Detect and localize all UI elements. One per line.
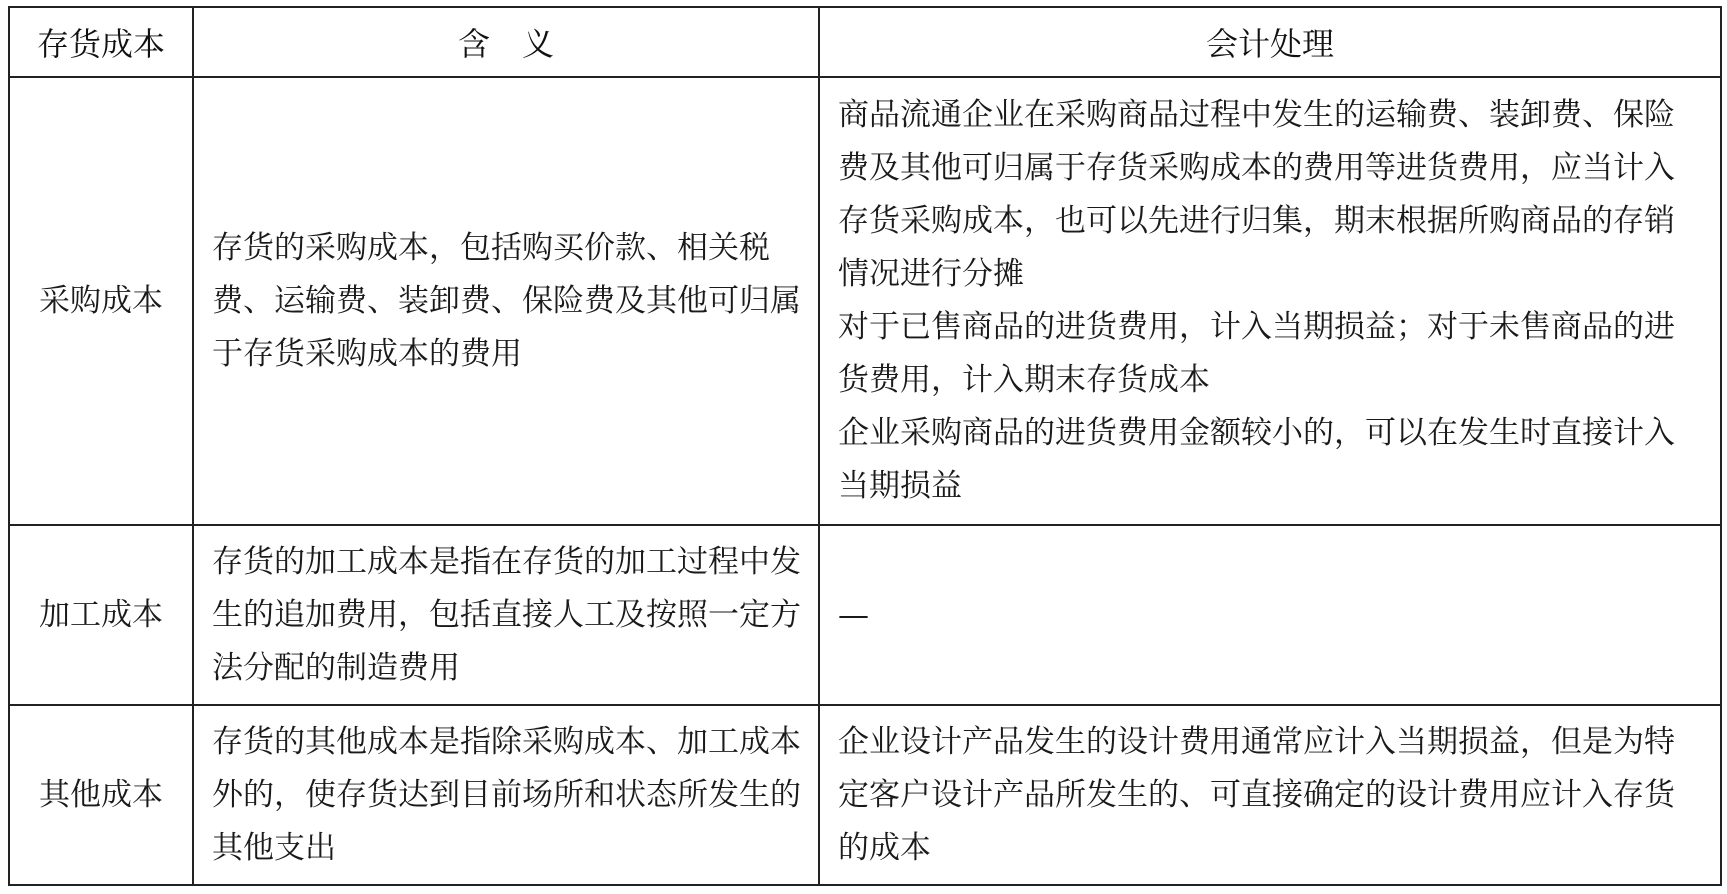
header-meaning: 含 义 bbox=[193, 7, 819, 77]
treatment-paragraph: 企业设计产品发生的设计费用通常应计入当期损益，但是为特定客户设计产品所发生的、可直接确定的设计费用应计入存货的成本 bbox=[838, 723, 1675, 866]
treatment-paragraph: — bbox=[838, 596, 869, 633]
row-category: 加工成本 bbox=[9, 525, 193, 705]
row-treatment bbox=[819, 705, 1721, 885]
header-row bbox=[9, 7, 1721, 77]
row-category: 其他成本 bbox=[9, 705, 193, 885]
treatment-paragraph: 商品流通企业在采购商品过程中发生的运输费、装卸费、保险费及其他可归属于存货采购成本的费用等进货费用，应当计入存货采购成本，也可以先进行归集，期末根据所购商品的存销情况进行分摊 bbox=[838, 97, 1675, 292]
row-meaning: 存货的其他成本是指除采购成本、加工成本外的，使存货达到目前场所和状态所发生的其他支出 bbox=[193, 705, 819, 885]
treatment-paragraph: 对于已售商品的进货费用，计入当期损益；对于未售商品的进货费用，计入期末存货成本 bbox=[838, 309, 1675, 398]
treatment-paragraph: 企业采购商品的进货费用金额较小的，可以在发生时直接计入当期损益 bbox=[838, 415, 1675, 504]
table-row bbox=[9, 77, 1721, 525]
inventory-cost-table bbox=[8, 6, 1722, 886]
row-meaning: 存货的采购成本，包括购买价款、相关税费、运输费、装卸费、保险费及其他可归属于存货采购成本的费用 bbox=[193, 77, 819, 525]
row-treatment bbox=[819, 77, 1721, 525]
header-accounting-treatment: 会计处理 bbox=[819, 7, 1721, 77]
row-treatment bbox=[819, 525, 1721, 705]
table-row bbox=[9, 705, 1721, 885]
row-meaning: 存货的加工成本是指在存货的加工过程中发生的追加费用，包括直接人工及按照一定方法分配的制造费用 bbox=[193, 525, 819, 705]
table-row bbox=[9, 525, 1721, 705]
row-category: 采购成本 bbox=[9, 77, 193, 525]
header-inventory-cost: 存货成本 bbox=[9, 7, 193, 77]
